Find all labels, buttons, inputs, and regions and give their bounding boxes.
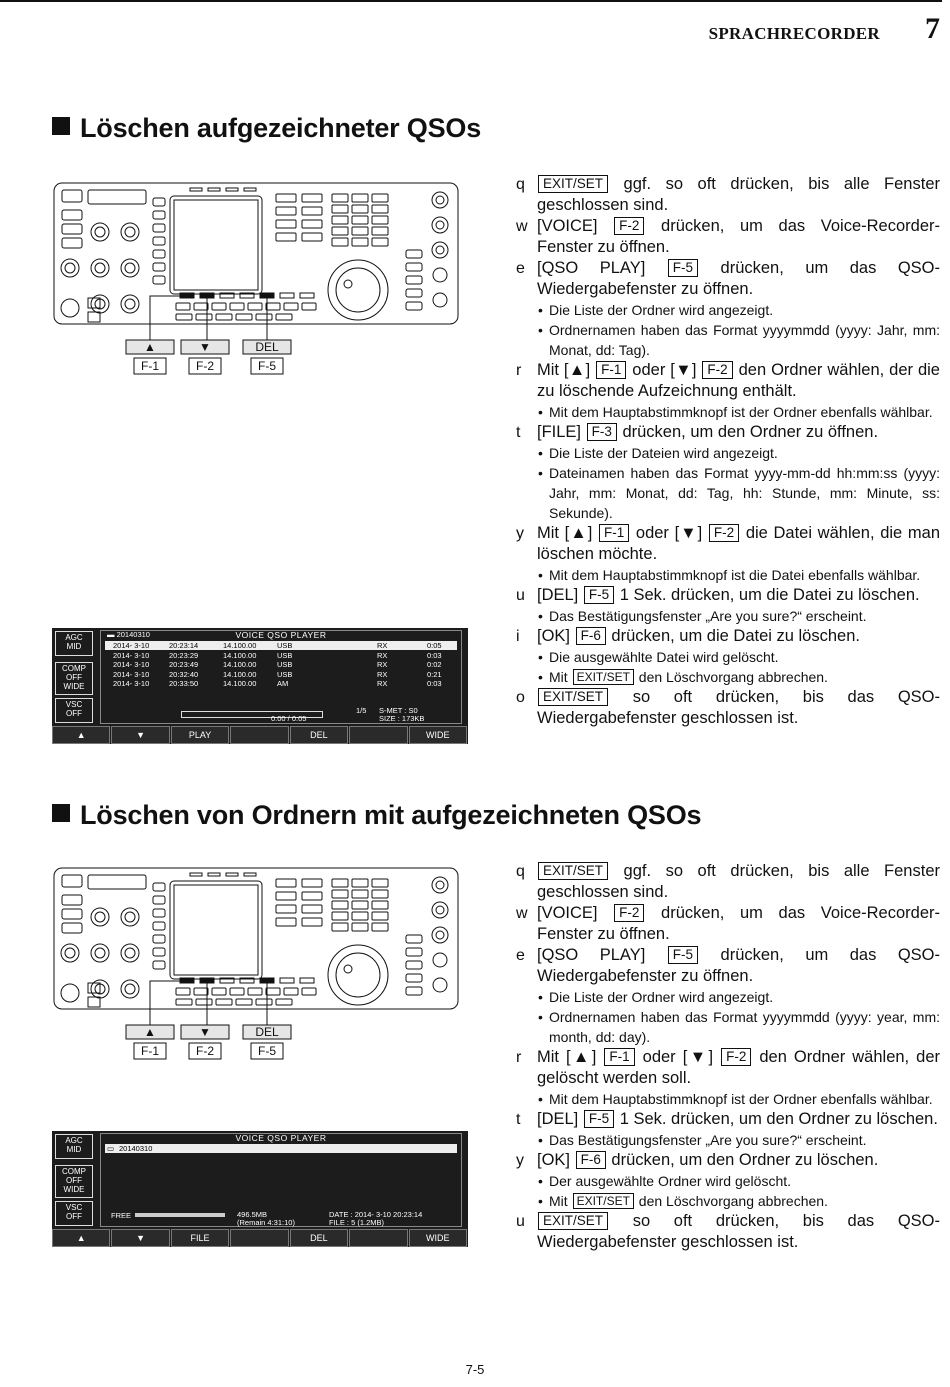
key-label: EXIT/SET xyxy=(538,1212,608,1230)
folder-row[interactable]: ▭ 20140310 xyxy=(105,1144,457,1153)
step-note: • Ordnernamen haben das Format yyyymmdd (yyyy: year, mm: month, dd: day). xyxy=(516,1007,940,1047)
step: q EXIT/SET ggf. so oft drücken, bis alle Fenster geschlossen sind. xyxy=(516,175,940,214)
section1-steps xyxy=(516,174,940,729)
step: u EXIT/SET so oft drücken, bis das QSO-Wiedergabefenster geschlossen ist. xyxy=(516,1212,940,1251)
square-bullet-icon xyxy=(52,804,70,822)
key-label: F-1 xyxy=(596,361,626,379)
s-meter: S-MET : S0 xyxy=(379,706,418,715)
qso-player-window xyxy=(100,630,462,724)
key-label: EXIT/SET xyxy=(573,1193,634,1209)
callout-label: DEL xyxy=(255,1025,279,1039)
step-note: • Der ausgewählte Ordner wird gelöscht. xyxy=(516,1171,940,1191)
step: t [DEL] F-5 1 Sek. drücken, um den Ordner zu löschen. xyxy=(516,1110,938,1128)
lcd-side-buttons xyxy=(52,628,94,724)
callout-key: F-2 xyxy=(196,359,214,373)
function-key-2[interactable]: ▼ xyxy=(111,1229,169,1247)
brand-label-box xyxy=(88,190,146,204)
callout-key: F-5 xyxy=(258,359,276,373)
page-indicator: 1/5 xyxy=(356,706,367,715)
callout-key: F-2 xyxy=(196,1044,214,1058)
step-note: • Mit EXIT/SET den Löschvorgang abbrechen. xyxy=(516,1191,940,1211)
main-dial xyxy=(328,260,388,320)
key-label: F-2 xyxy=(709,524,739,542)
section-header: SPRACHRECORDER xyxy=(708,24,880,43)
key-label: F-2 xyxy=(614,217,644,235)
key-label: F-2 xyxy=(702,361,732,379)
free-space: 496.5MB xyxy=(237,1210,268,1219)
step-number: q xyxy=(516,176,525,193)
square-bullet-icon xyxy=(52,117,70,135)
callout-label: ▲ xyxy=(144,340,156,354)
folder-label: ▬ 20140310 xyxy=(107,630,150,639)
radio-diagram-1 xyxy=(52,180,462,380)
agc-button[interactable]: AGC MID xyxy=(55,1134,93,1159)
callout-key: F-5 xyxy=(258,1044,276,1058)
function-key-3[interactable]: PLAY xyxy=(171,726,229,744)
power-button xyxy=(62,875,82,887)
radio-display xyxy=(170,881,262,979)
function-key-4[interactable] xyxy=(230,1229,288,1247)
agc-button[interactable]: AGC MID xyxy=(55,631,93,656)
step-note: • Mit dem Hauptabstimmknopf ist die Datei ebenfalls wählbar. xyxy=(516,565,940,585)
step: o EXIT/SET so oft drücken, bis das QSO-Wiedergabefenster geschlossen ist. xyxy=(516,688,940,727)
step-note: • Mit dem Hauptabstimmknopf ist der Ordner ebenfalls wählbar. xyxy=(516,1089,940,1109)
callout-label: ▼ xyxy=(199,340,211,354)
file-row[interactable]: 2014- 3-10 20:23:29 14.100.00 USB RX 0:03 xyxy=(113,650,442,660)
callout-label: ▲ xyxy=(144,1025,156,1039)
folder-date: DATE : 2014- 3-10 20:23:14 xyxy=(329,1210,423,1219)
step-number: o xyxy=(516,689,525,706)
step-note: • Die Liste der Ordner wird angezeigt. xyxy=(516,987,940,1007)
step: e [QSO PLAY] F-5 drücken, um das QSO-Wiedergabefenster zu öffnen. xyxy=(516,259,940,298)
step-number: y xyxy=(516,525,524,542)
step-number: t xyxy=(516,424,521,441)
section1-heading xyxy=(52,113,481,144)
step: y [OK] F-6 drücken, um den Ordner zu löschen. xyxy=(516,1151,879,1169)
key-label: F-5 xyxy=(668,259,698,277)
transceiver-front-panel xyxy=(52,180,462,380)
step-number: w xyxy=(516,218,528,235)
player-title: VOICE QSO PLAYER xyxy=(235,1133,327,1143)
transceiver-front-panel xyxy=(52,865,462,1065)
step-number: u xyxy=(516,1213,525,1230)
step-note: • Ordnernamen haben das Format yyyymmdd (yyyy: Jahr, mm: Monat, dd: Tag). xyxy=(516,320,940,360)
step: t [FILE] F-3 drücken, um den Ordner zu öffnen. xyxy=(516,423,879,441)
step-note: • Das Bestätigungsfenster „Are you sure?“ erscheint. xyxy=(516,1130,940,1150)
mic-connector xyxy=(61,299,79,317)
key-label: F-5 xyxy=(668,946,698,964)
callout-key: F-1 xyxy=(141,359,159,373)
player-title: VOICE QSO PLAYER xyxy=(235,630,327,640)
step: q EXIT/SET ggf. so oft drücken, bis alle Fenster geschlossen sind. xyxy=(516,862,940,901)
step-note: • Mit EXIT/SET den Löschvorgang abbrechen. xyxy=(516,667,940,687)
step-note: • Das Bestätigungsfenster „Are you sure?“ erscheint. xyxy=(516,606,940,626)
key-label: F-6 xyxy=(576,1151,606,1169)
step-note: • Die Liste der Dateien wird angezeigt. xyxy=(516,443,940,463)
function-key-bar xyxy=(52,1229,468,1247)
step-note: • Mit dem Hauptabstimmknopf ist der Ordner ebenfalls wählbar. xyxy=(516,402,940,422)
step: u [DEL] F-5 1 Sek. drücken, um die Datei zu löschen. xyxy=(516,586,920,604)
key-label: F-2 xyxy=(614,904,644,922)
key-label: F-2 xyxy=(721,1048,751,1066)
radio-display xyxy=(170,196,262,294)
comp-button[interactable]: COMP OFF WIDE xyxy=(55,662,93,695)
step-number: r xyxy=(516,1049,522,1066)
key-label: F-6 xyxy=(576,627,606,645)
key-label: F-3 xyxy=(587,423,617,441)
file-row[interactable]: 2014- 3-10 20:32:40 14.100.00 USB RX 0:21 xyxy=(113,669,442,679)
lcd-side-buttons xyxy=(52,1131,94,1227)
step-number: u xyxy=(516,587,525,604)
function-key-3[interactable]: FILE xyxy=(171,1229,229,1247)
vsc-button[interactable]: VSC OFF xyxy=(55,1201,93,1226)
file-row[interactable]: 2014- 3-10 20:33:50 14.100.00 AM RX 0:03 xyxy=(113,679,442,688)
main-dial xyxy=(328,945,388,1005)
function-key-5[interactable]: DEL xyxy=(290,1229,348,1247)
step: w [VOICE] F-2 drücken, um das Voice-Recorder-Fenster zu öffnen. xyxy=(516,217,940,256)
step-number: w xyxy=(516,905,528,922)
section2-title: Löschen von Ordnern mit aufgezeichneten QSOs xyxy=(80,800,702,830)
key-label: F-1 xyxy=(599,524,629,542)
step-note: • Dateinamen haben das Format yyyy-mm-dd hh:mm:ss (yyyy: Jahr, mm: Monat, dd: Tag, hh: Stunde, mm: Minute, ss: Sekunde). xyxy=(516,463,940,523)
chapter-number: 7 xyxy=(925,12,940,45)
brand-label-box xyxy=(88,875,146,889)
step: r Mit [▲] F-1 oder [▼] F-2 den Ordner wählen, der die zu löschende Aufzeichnung enthält. xyxy=(516,361,940,400)
lcd-screen-2 xyxy=(52,1131,468,1247)
qso-player-window xyxy=(100,1133,462,1227)
key-label: EXIT/SET xyxy=(538,175,608,193)
callout-label: DEL xyxy=(255,340,279,354)
step: r Mit [▲] F-1 oder [▼] F-2 den Ordner wählen, der gelöscht werden soll. xyxy=(516,1048,940,1087)
power-button xyxy=(62,190,82,202)
section2-heading xyxy=(52,800,701,831)
vsc-button[interactable]: VSC OFF xyxy=(55,698,93,723)
free-space-bar xyxy=(135,1213,225,1217)
step: y Mit [▲] F-1 oder [▼] F-2 die Datei wählen, die man löschen möchte. xyxy=(516,524,940,563)
step: i [OK] F-6 drücken, um die Datei zu löschen. xyxy=(516,627,860,645)
key-label: EXIT/SET xyxy=(538,688,608,706)
comp-button[interactable]: COMP OFF WIDE xyxy=(55,1165,93,1198)
function-key-bar xyxy=(52,726,468,744)
play-time: 0:00 / 0:05 xyxy=(271,714,307,723)
step-number: r xyxy=(516,362,522,379)
file-row[interactable]: 2014- 3-10 20:23:14 14.100.00 USB RX 0:05 xyxy=(105,641,457,650)
key-label: F-5 xyxy=(584,1110,614,1128)
key-label: F-5 xyxy=(584,586,614,604)
function-key-2[interactable]: ▼ xyxy=(111,726,169,744)
step-number: e xyxy=(516,260,525,277)
step: w [VOICE] F-2 drücken, um das Voice-Recorder-Fenster zu öffnen. xyxy=(516,904,940,943)
remain-time: (Remain 4:31:10) xyxy=(237,1218,295,1227)
function-key-5[interactable]: DEL xyxy=(290,726,348,744)
callout-key: F-1 xyxy=(141,1044,159,1058)
section1-title: Löschen aufgezeichneter QSOs xyxy=(80,113,482,143)
file-size: SIZE : 173KB xyxy=(379,714,425,723)
top-rule xyxy=(0,0,942,2)
function-key-7[interactable]: WIDE xyxy=(409,726,467,744)
key-label: F-1 xyxy=(604,1048,634,1066)
section2-steps xyxy=(516,861,940,1253)
function-key-1[interactable]: ▲ xyxy=(52,726,110,744)
lcd-screen-1 xyxy=(52,628,468,744)
function-key-6[interactable] xyxy=(349,1229,407,1247)
radio-diagram-2 xyxy=(52,865,462,1065)
free-label: FREE xyxy=(111,1211,132,1220)
function-key-1[interactable]: ▲ xyxy=(52,1229,110,1247)
step-number: i xyxy=(516,628,520,645)
step-note: • Die ausgewählte Datei wird gelöscht. xyxy=(516,647,940,667)
mic-connector xyxy=(61,984,79,1002)
callout-label: ▼ xyxy=(199,1025,211,1039)
folder-files: FILE : 5 (1.2MB) xyxy=(329,1218,385,1227)
step-number: q xyxy=(516,863,525,880)
step-number: t xyxy=(516,1111,521,1128)
function-key-7[interactable]: WIDE xyxy=(409,1229,467,1247)
key-label: EXIT/SET xyxy=(573,669,634,685)
step-note: • Die Liste der Ordner wird angezeigt. xyxy=(516,300,940,320)
key-label: EXIT/SET xyxy=(538,862,608,880)
page-number: 7-5 xyxy=(465,1362,485,1377)
file-row[interactable]: 2014- 3-10 20:23:49 14.100.00 USB RX 0:02 xyxy=(113,660,442,669)
step-number: y xyxy=(516,1152,524,1169)
step: e [QSO PLAY] F-5 drücken, um das QSO-Wiedergabefenster zu öffnen. xyxy=(516,946,940,985)
step-number: e xyxy=(516,947,525,964)
function-key-4[interactable] xyxy=(230,726,288,744)
function-key-6[interactable] xyxy=(349,726,407,744)
